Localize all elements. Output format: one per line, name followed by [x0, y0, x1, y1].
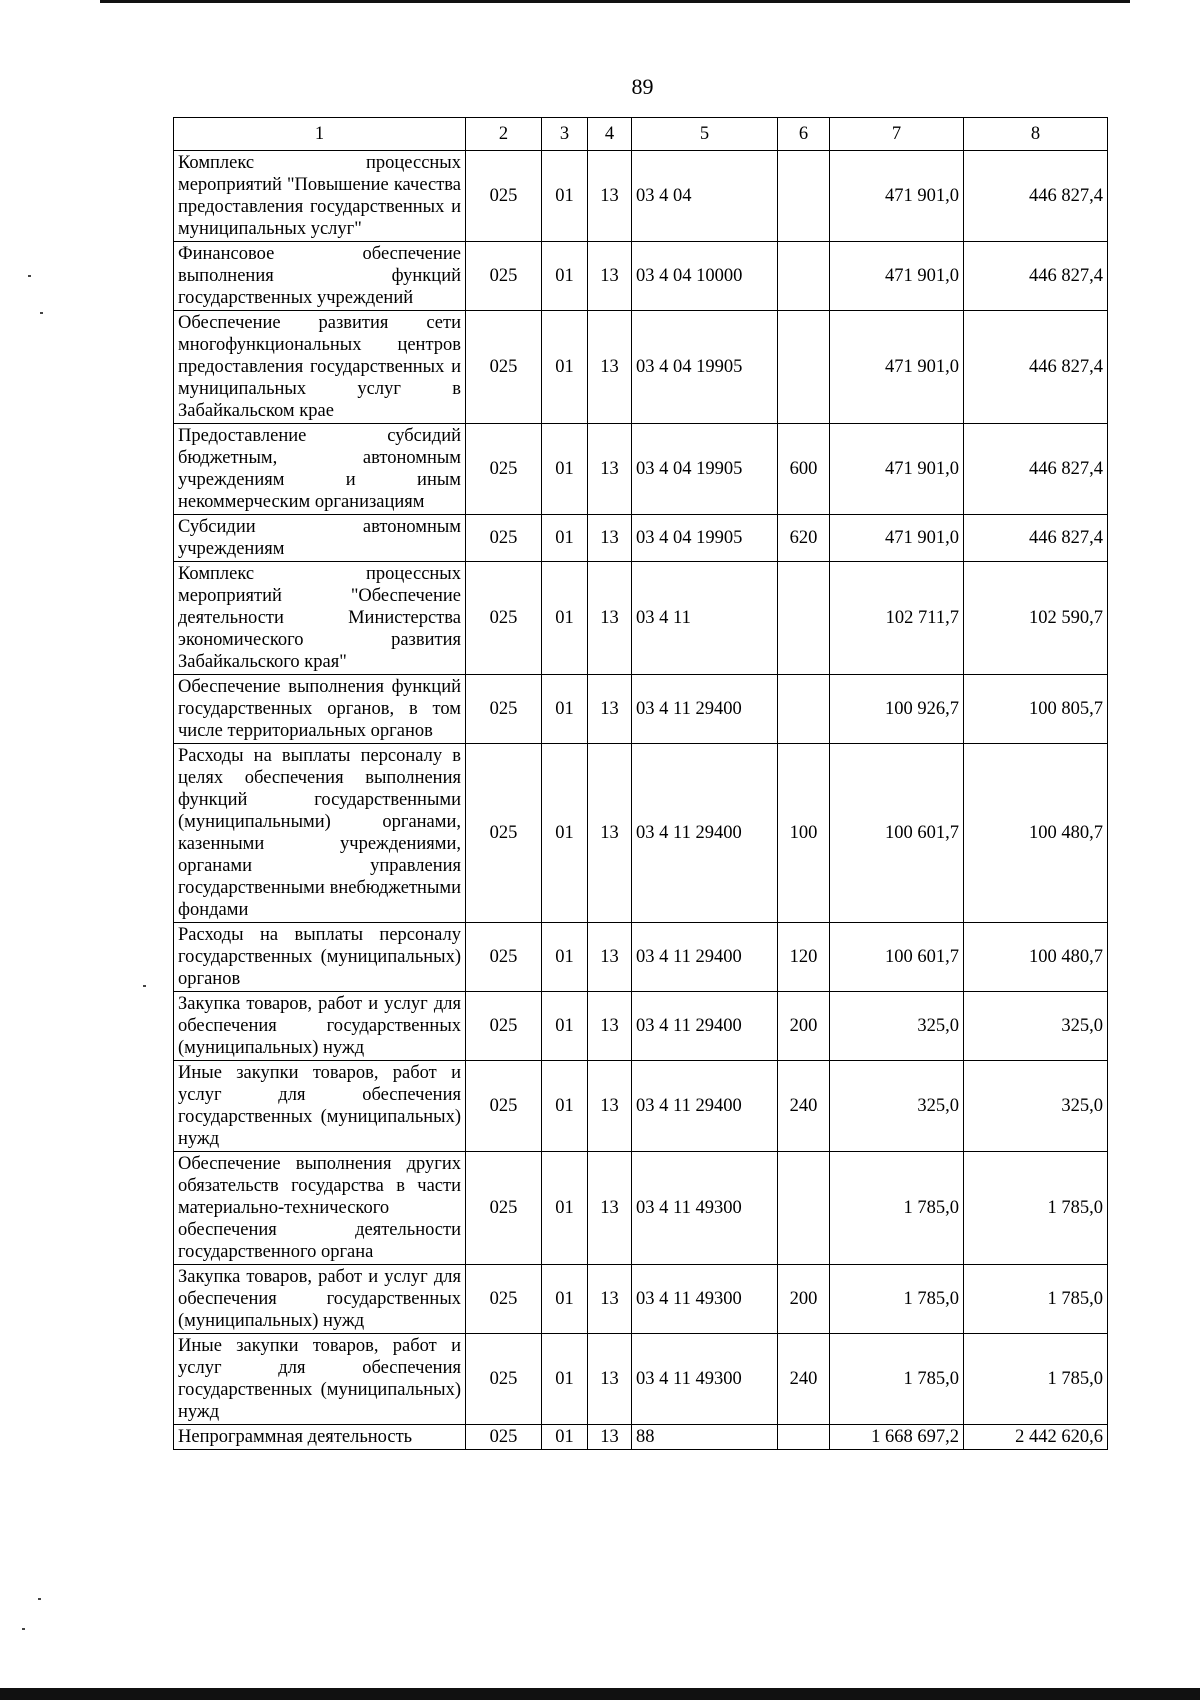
column-header-3: 3 [542, 118, 588, 151]
cell-subsection: 13 [588, 1265, 632, 1334]
cell-admin-code: 025 [466, 1061, 542, 1152]
budget-table [173, 117, 1108, 1450]
cell-amount-7: 102 711,7 [830, 562, 964, 675]
row-name: Субсидии автономным учреждениям [174, 515, 466, 562]
cell-target-article: 03 4 11 29400 [632, 744, 778, 923]
cell-subsection: 13 [588, 151, 632, 242]
cell-admin-code: 025 [466, 562, 542, 675]
column-header-8: 8 [964, 118, 1108, 151]
cell-amount-7: 1 785,0 [830, 1334, 964, 1425]
cell-amount-7: 325,0 [830, 992, 964, 1061]
cell-admin-code: 025 [466, 151, 542, 242]
cell-expense-type [778, 562, 830, 675]
row-name: Обеспечение выполнения других обязательств государства в части материально-технического обеспечения деятельности государственного органа [174, 1152, 466, 1265]
cell-section: 01 [542, 744, 588, 923]
cell-target-article: 03 4 04 19905 [632, 311, 778, 424]
cell-expense-type: 620 [778, 515, 830, 562]
cell-amount-7: 100 926,7 [830, 675, 964, 744]
table-row [174, 242, 1108, 311]
table-row [174, 923, 1108, 992]
cell-amount-7: 1 785,0 [830, 1152, 964, 1265]
row-name: Предоставление субсидий бюджетным, автономным учреждениям и иным некоммерческим организациям [174, 424, 466, 515]
cell-subsection: 13 [588, 515, 632, 562]
scan-speck [28, 275, 31, 277]
cell-target-article: 03 4 11 29400 [632, 675, 778, 744]
cell-amount-7: 471 901,0 [830, 151, 964, 242]
cell-amount-7: 100 601,7 [830, 923, 964, 992]
column-header-7: 7 [830, 118, 964, 151]
cell-amount-7: 100 601,7 [830, 744, 964, 923]
cell-amount-8: 1 785,0 [964, 1334, 1108, 1425]
cell-expense-type [778, 311, 830, 424]
cell-section: 01 [542, 1425, 588, 1450]
cell-amount-8: 100 805,7 [964, 675, 1108, 744]
cell-amount-8: 446 827,4 [964, 242, 1108, 311]
cell-subsection: 13 [588, 675, 632, 744]
table-row [174, 424, 1108, 515]
cell-expense-type: 200 [778, 992, 830, 1061]
cell-amount-8: 100 480,7 [964, 923, 1108, 992]
cell-target-article: 03 4 04 19905 [632, 515, 778, 562]
cell-admin-code: 025 [466, 923, 542, 992]
cell-admin-code: 025 [466, 1152, 542, 1265]
table-row [174, 1334, 1108, 1425]
cell-amount-8: 325,0 [964, 1061, 1108, 1152]
cell-target-article: 88 [632, 1425, 778, 1450]
scan-speck [40, 312, 43, 314]
cell-section: 01 [542, 923, 588, 992]
cell-section: 01 [542, 675, 588, 744]
cell-target-article: 03 4 04 19905 [632, 424, 778, 515]
column-header-4: 4 [588, 118, 632, 151]
cell-subsection: 13 [588, 242, 632, 311]
cell-expense-type [778, 1425, 830, 1450]
cell-subsection: 13 [588, 923, 632, 992]
cell-subsection: 13 [588, 1061, 632, 1152]
cell-section: 01 [542, 1152, 588, 1265]
cell-admin-code: 025 [466, 1265, 542, 1334]
row-name: Комплекс процессных мероприятий "Повышение качества предоставления государственных и муниципальных услуг" [174, 151, 466, 242]
cell-target-article: 03 4 11 29400 [632, 992, 778, 1061]
row-name: Закупка товаров, работ и услуг для обеспечения государственных (муниципальных) нужд [174, 1265, 466, 1334]
cell-admin-code: 025 [466, 1334, 542, 1425]
row-name: Закупка товаров, работ и услуг для обеспечения государственных (муниципальных) нужд [174, 992, 466, 1061]
table-row [174, 744, 1108, 923]
cell-expense-type: 240 [778, 1334, 830, 1425]
cell-subsection: 13 [588, 424, 632, 515]
cell-subsection: 13 [588, 744, 632, 923]
cell-subsection: 13 [588, 1334, 632, 1425]
table-row [174, 562, 1108, 675]
table-row [174, 515, 1108, 562]
cell-section: 01 [542, 992, 588, 1061]
scan-top-border [100, 0, 1130, 3]
cell-admin-code: 025 [466, 675, 542, 744]
cell-amount-8: 102 590,7 [964, 562, 1108, 675]
row-name: Расходы на выплаты персоналу в целях обеспечения выполнения функций государственными (муниципальными) органами, казенными учреждениями, органами управления государственными внебюджетными фондами [174, 744, 466, 923]
cell-subsection: 13 [588, 1425, 632, 1450]
cell-section: 01 [542, 242, 588, 311]
cell-amount-7: 471 901,0 [830, 424, 964, 515]
row-name: Расходы на выплаты персоналу государственных (муниципальных) органов [174, 923, 466, 992]
scan-speck [22, 1628, 25, 1630]
scan-bottom-border [0, 1688, 1200, 1700]
cell-admin-code: 025 [466, 424, 542, 515]
cell-amount-8: 2 442 620,6 [964, 1425, 1108, 1450]
table-row [174, 1265, 1108, 1334]
cell-amount-7: 1 785,0 [830, 1265, 964, 1334]
cell-target-article: 03 4 11 29400 [632, 1061, 778, 1152]
cell-subsection: 13 [588, 992, 632, 1061]
row-name: Обеспечение развития сети многофункциональных центров предоставления государственных и муниципальных услуг в Забайкальском крае [174, 311, 466, 424]
cell-target-article: 03 4 11 29400 [632, 923, 778, 992]
table-row [174, 1425, 1108, 1450]
cell-amount-8: 446 827,4 [964, 311, 1108, 424]
cell-expense-type: 120 [778, 923, 830, 992]
cell-amount-8: 446 827,4 [964, 424, 1108, 515]
cell-amount-8: 1 785,0 [964, 1265, 1108, 1334]
row-name: Иные закупки товаров, работ и услуг для обеспечения государственных (муниципальных) нужд [174, 1061, 466, 1152]
scan-speck [143, 985, 146, 987]
cell-section: 01 [542, 151, 588, 242]
cell-section: 01 [542, 1061, 588, 1152]
cell-amount-7: 471 901,0 [830, 311, 964, 424]
column-header-5: 5 [632, 118, 778, 151]
cell-amount-7: 1 668 697,2 [830, 1425, 964, 1450]
cell-expense-type [778, 1152, 830, 1265]
row-name: Иные закупки товаров, работ и услуг для обеспечения государственных (муниципальных) нужд [174, 1334, 466, 1425]
page-number: 89 [631, 74, 654, 99]
cell-admin-code: 025 [466, 311, 542, 424]
table-header-row [174, 118, 1108, 151]
cell-expense-type: 600 [778, 424, 830, 515]
table-row [174, 151, 1108, 242]
cell-expense-type [778, 242, 830, 311]
cell-expense-type: 240 [778, 1061, 830, 1152]
cell-target-article: 03 4 04 [632, 151, 778, 242]
cell-expense-type: 200 [778, 1265, 830, 1334]
cell-subsection: 13 [588, 1152, 632, 1265]
cell-admin-code: 025 [466, 1425, 542, 1450]
cell-amount-8: 1 785,0 [964, 1152, 1108, 1265]
cell-expense-type [778, 675, 830, 744]
cell-expense-type [778, 151, 830, 242]
cell-amount-8: 100 480,7 [964, 744, 1108, 923]
cell-target-article: 03 4 11 49300 [632, 1334, 778, 1425]
cell-admin-code: 025 [466, 992, 542, 1061]
scan-speck [38, 1598, 41, 1600]
row-name: Комплекс процессных мероприятий "Обеспечение деятельности Министерства экономического развития Забайкальского края" [174, 562, 466, 675]
cell-section: 01 [542, 1265, 588, 1334]
cell-target-article: 03 4 11 49300 [632, 1265, 778, 1334]
row-name: Обеспечение выполнения функций государственных органов, в том числе территориальных органов [174, 675, 466, 744]
cell-amount-8: 325,0 [964, 992, 1108, 1061]
cell-amount-7: 471 901,0 [830, 242, 964, 311]
cell-section: 01 [542, 1334, 588, 1425]
cell-section: 01 [542, 562, 588, 675]
cell-section: 01 [542, 311, 588, 424]
cell-expense-type: 100 [778, 744, 830, 923]
cell-amount-8: 446 827,4 [964, 515, 1108, 562]
cell-amount-7: 325,0 [830, 1061, 964, 1152]
column-header-6: 6 [778, 118, 830, 151]
cell-section: 01 [542, 515, 588, 562]
cell-target-article: 03 4 11 49300 [632, 1152, 778, 1265]
column-header-1: 1 [174, 118, 466, 151]
cell-amount-8: 446 827,4 [964, 151, 1108, 242]
cell-admin-code: 025 [466, 515, 542, 562]
cell-admin-code: 025 [466, 744, 542, 923]
cell-target-article: 03 4 04 10000 [632, 242, 778, 311]
cell-subsection: 13 [588, 562, 632, 675]
column-header-2: 2 [466, 118, 542, 151]
table-row [174, 1152, 1108, 1265]
cell-section: 01 [542, 424, 588, 515]
cell-target-article: 03 4 11 [632, 562, 778, 675]
table-row [174, 311, 1108, 424]
table-row [174, 1061, 1108, 1152]
table-row [174, 992, 1108, 1061]
cell-amount-7: 471 901,0 [830, 515, 964, 562]
row-name: Финансовое обеспечение выполнения функций государственных учреждений [174, 242, 466, 311]
table-row [174, 675, 1108, 744]
cell-admin-code: 025 [466, 242, 542, 311]
row-name: Непрограммная деятельность [174, 1425, 466, 1450]
cell-subsection: 13 [588, 311, 632, 424]
